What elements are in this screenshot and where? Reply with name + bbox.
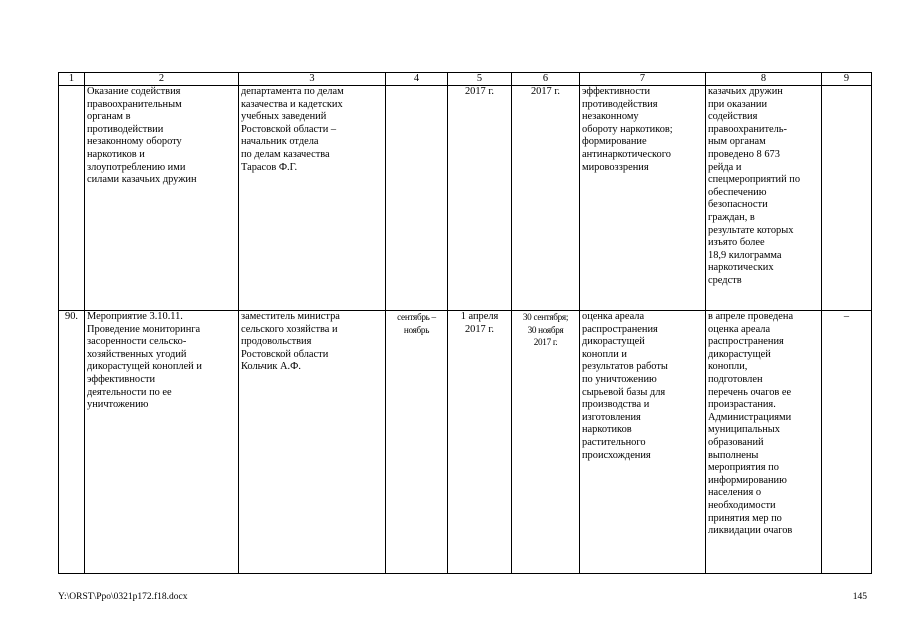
cell-line: Администрациями (708, 411, 792, 423)
cell-line: изъято более (708, 237, 765, 249)
cell-line: подготовлен (708, 373, 763, 385)
cell-line: органам в (87, 111, 131, 123)
cell-line: правоохранительным (87, 98, 182, 110)
cell-line: произрастания. (708, 399, 776, 411)
cell-line: образований (708, 436, 764, 448)
cell-line: оценка ареала (708, 323, 771, 335)
footer-file-path: Y:\ORST\Ppo\0321p172.f18.docx (58, 592, 188, 602)
cell-actual-result (706, 86, 822, 311)
cell-line: 2017 г. (533, 337, 558, 348)
cell-line: злоупотреблению ими (87, 161, 186, 173)
cell-line: при оказании (708, 98, 768, 110)
cell-line: принятия мер по (708, 512, 782, 524)
cell-line: изготовления (582, 411, 641, 423)
cell-line: рейда и (708, 161, 742, 173)
header-col-9: 9 (822, 73, 872, 86)
cell-start-date (448, 311, 512, 574)
cell-line: Кольчик А.Ф. (241, 361, 301, 373)
table-row (59, 311, 872, 574)
cell-number (59, 86, 85, 311)
cell-line: средств (708, 274, 742, 286)
header-col-7: 7 (580, 73, 706, 86)
cell-line: ликвидации очагов (708, 525, 793, 537)
cell-line: казачьих дружин (708, 86, 783, 97)
cell-line: заместитель министра (241, 311, 340, 322)
cell-line: результате которых (708, 224, 794, 236)
cell-line: граждан, в (708, 211, 755, 223)
cell-line: эффективности (582, 86, 651, 97)
header-col-3: 3 (239, 73, 386, 86)
cell-line: 30 сентября; (522, 312, 569, 322)
cell-expected-result (580, 86, 706, 311)
cell-line: противодействия (582, 98, 658, 110)
cell-line: наркотиков и (87, 148, 145, 160)
cell-line: выполнены (708, 449, 759, 461)
cell-expected-result (580, 311, 706, 574)
cell-period (386, 86, 448, 311)
cell-line: деятельности по ее (87, 386, 172, 398)
cell-line: силами казачьих дружин (87, 174, 197, 186)
header-row (59, 73, 872, 86)
cell-line: сырьевой базы для (582, 386, 666, 398)
cell-line: Проведение мониторинга (87, 323, 201, 335)
cell-period (386, 311, 448, 574)
header-col-2: 2 (85, 73, 239, 86)
cell-line: информированию (708, 474, 787, 486)
cell-line: начальник отдела (241, 136, 319, 148)
cell-line: 2017 г. (464, 323, 495, 335)
cell-line: антинаркотического (582, 148, 671, 160)
cell-line: учебных заведений (241, 111, 327, 123)
cell-line: населения о (708, 487, 762, 499)
cell-line: – (843, 311, 850, 322)
cell-measure (85, 86, 239, 311)
cell-line: оценка ареала (582, 311, 645, 322)
header-col-8: 8 (706, 73, 822, 86)
header-col-5: 5 (448, 73, 512, 86)
cell-line: содействия (708, 111, 758, 123)
header-col-4: 4 (386, 73, 448, 86)
cell-line: конопли и (582, 348, 627, 360)
cell-line: засоренности сельско- (87, 336, 187, 348)
cell-line: результатов работы (582, 361, 668, 373)
cell-line: 2017 г. (464, 86, 495, 97)
cell-line: противодействии (87, 123, 164, 135)
cell-line: незаконному (582, 111, 639, 123)
cell-measure (85, 311, 239, 574)
cell-line: распространения (582, 323, 658, 335)
cell-line: Ростовской области (241, 348, 329, 360)
cell-line: по уничтожению (582, 373, 657, 385)
cell-number (59, 311, 85, 574)
cell-responsible (239, 86, 386, 311)
cell-line: дикорастущей (708, 348, 771, 360)
cell-line: сентябрь – (397, 312, 436, 322)
cell-start-date (448, 86, 512, 311)
cell-line: безопасности (708, 199, 768, 211)
cell-line: Мероприятие 3.10.11. (87, 311, 183, 322)
cell-line: уничтожению (87, 399, 149, 411)
cell-line: формирование (582, 136, 647, 148)
cell-line: правоохранитель- (708, 123, 787, 135)
cell-line: спецмероприятий по (708, 174, 801, 186)
cell-line: перечень очагов ее (708, 386, 792, 398)
cell-line: по делам казачества (241, 148, 330, 160)
cell-line: ноябрь (403, 324, 430, 335)
table-row (59, 86, 872, 311)
cell-line: ным органам (708, 136, 766, 148)
cell-line: Тарасов Ф.Г. (241, 161, 298, 173)
cell-line: распространения (708, 336, 784, 348)
document-table (58, 72, 872, 574)
cell-line: в апреле проведена (708, 311, 794, 322)
cell-end-date (512, 311, 580, 574)
cell-line: производства и (582, 399, 650, 411)
cell-line: дикорастущей коноплей и (87, 361, 202, 373)
cell-line: дикорастущей (582, 336, 645, 348)
cell-line: растительного (582, 436, 646, 448)
cell-responsible (239, 311, 386, 574)
cell-line: 90. (65, 311, 78, 322)
cell-line: казачества и кадетских (241, 98, 343, 110)
cell-actual-result (706, 311, 822, 574)
cell-line: сельского хозяйства и (241, 323, 338, 335)
cell-line: 30 ноября (527, 324, 564, 335)
cell-line: Оказание содействия (87, 86, 181, 97)
cell-line: хозяйственных угодий (87, 348, 187, 360)
cell-line: обеспечению (708, 186, 767, 198)
cell-notes (822, 311, 872, 574)
cell-line: Ростовской области – (241, 123, 337, 135)
header-col-1: 1 (59, 73, 85, 86)
cell-line: 1 апреля (460, 311, 499, 322)
cell-line: происхождения (582, 449, 651, 461)
cell-line: мероприятия по (708, 462, 779, 474)
cell-line: наркотиков (582, 424, 632, 436)
cell-line: департамента по делам (241, 86, 344, 97)
cell-line: 2017 г. (530, 86, 561, 97)
cell-line: мировоззрения (582, 161, 649, 173)
cell-line: наркотических (708, 262, 774, 274)
footer-page-number: 145 (852, 592, 867, 602)
cell-line: конопли, (708, 361, 748, 373)
cell-line: 18,9 килограмма (708, 249, 782, 261)
cell-line: незаконному обороту (87, 136, 182, 148)
cell-line: необходимости (708, 499, 776, 511)
cell-line: обороту наркотиков; (582, 123, 673, 135)
cell-end-date (512, 86, 580, 311)
cell-line: продовольствия (241, 336, 312, 348)
cell-notes (822, 86, 872, 311)
cell-line: проведено 8 673 (708, 148, 780, 160)
header-col-6: 6 (512, 73, 580, 86)
cell-line: эффективности (87, 373, 156, 385)
cell-line: муниципальных (708, 424, 780, 436)
